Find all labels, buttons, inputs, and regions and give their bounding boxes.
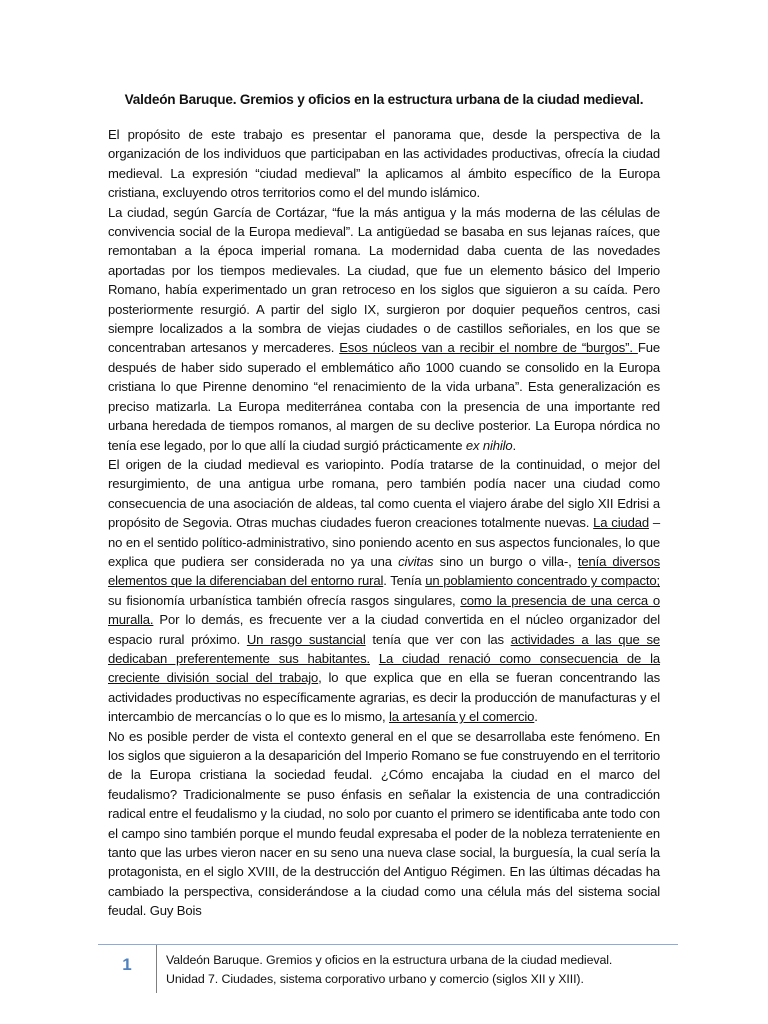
underlined-text: La ciudad renació como consecuencia de la creciente división social del trabajo [108,650,660,686]
underlined-text: la artesanía y el comercio [389,709,535,725]
underlined-text: como la presencia de una cerca o muralla. [108,592,660,628]
footer-line-2: Unidad 7. Ciudades, sistema corporativo urbano y comercio (siglos XII y XIII). [166,972,584,986]
text-run: Fue después de haber sido superado el emblemático año 1000 cuando se consolido en la Europa cristiana lo que Pirenne denomino “el renacimiento de la vida urbana”. Esta generalización es preciso matizarla. La Europa mediterránea contaba con la presencia de una importante red urbana heredada de tiempos romanos, al margen de su declive posterior. La Europa nórdica no tenía ese legado, por lo que allí la ciudad surgió prácticamente [108,340,661,453]
text-run: La ciudad, según García de Cortázar, “fue la más antigua y la más moderna de las células de convivencia social de la Europa medieval”. La antigüedad se basaba en sus lejanas raíces, que remontaban a la época imperial romana. La modernidad daba cuenta de las novedades aportadas por los tiempos medievales. La ciudad, que fue un elemento básico del Imperio Romano, había experimentado un gran retroceso en los siglos que siguieron a su caída. Pero posteriormente resurgió. A partir del siglo IX, surgieron por doquier pequeños centros, casi siempre localizados a la sombra de viejas ciudades o de castillos señoriales, en los que se concentraban artesanos y mercaderes. [108,204,660,356]
text-run: sino un burgo o villa-, [433,553,578,569]
footer-line-1: Valdeón Baruque. Gremios y oficios en la estructura urbana de la ciudad medieval. [166,953,613,967]
text-run: tenía que ver con las [365,631,511,647]
text-run: El origen de la ciudad medieval es variopinto. Podía tratarse de la continuidad, o mejor del resurgimiento, de una antigua urbe romana, pero también podía nacer una ciudad como consecuencia de una asociación de aldeas, tal como cuenta el viajero árabe del siglo XII Edrisi a propósito de Segovia. Otras muchas ciudades fueron creaciones totalmente nuevas. [108,456,660,531]
underlined-text: La ciudad [593,515,649,531]
underlined-text: tenía diversos elementos que la diferenciaban del entorno rural [108,553,660,589]
text-run: –no en el sentido político-administrativo, sino poniendo acento en sus aspectos funcionales, lo que explica que pudiera ser considerada no ya una [108,515,661,569]
underlined-text: Un rasgo sustancial [246,631,366,647]
paragraph-4: No es posible perder de vista el contexto general en el que se desarrollaba este fenómeno. En los siglos que siguieron a la desaparición del Imperio Romano se fue construyendo en el territorio de la Europa cristiana la sociedad feudal. ¿Cómo encajaba la ciudad en el marco del feudalismo? Tradicionalmente se puso énfasis en señalar la existencia de una contradicción radical entre el feudalismo y la ciudad, no solo por cuanto el primero se identificaba ante todo con el campo sino también porque el mundo feudal expresaba el poder de la nobleza terrateniente en tanto que las urbes vieron nacer en su seno una nueva clase social, la burguesía, la cual sería la protagonista, en el siglo XVIII, de la destrucción del Antiguo Régimen. En las últimas décadas ha cambiado la perspectiva, considerándose a la ciudad como una célula más del sistema social feudal. Guy Bois [108,728,660,919]
italic-text: civitas [398,553,434,569]
text-run: su fisionomía urbanística también ofrecía rasgos singulares, [108,592,461,608]
footer-text [166,951,612,989]
text-run: . [534,709,538,725]
italic-text: ex nihilo [465,437,513,453]
underlined-text: actividades a las que se dedicaban preferentemente sus habitantes. [108,631,660,666]
page-footer [98,944,678,993]
paragraph-1: El propósito de este trabajo es presentar el panorama que, desde la perspectiva de la organización de los individuos que participaban en las actividades productivas, ofrecía la ciudad medieval. La expresión “ciudad medieval” la aplicamos al ámbito específico de la Europa cristiana, excluyendo otros territorios como el del mundo islámico. [108,127,660,201]
document-body [108,125,660,921]
paragraph-3 [108,455,660,727]
text-run: . [512,437,517,453]
document-title: Valdeón Baruque. Gremios y oficios en la estructura urbana de la ciudad medieval. [124,92,644,107]
text-run: , lo que explica que en ella se fueran concentrando las actividades productivas no específicamente agrarias, es decir la producción de manufacturas y el intercambio de mercancías o lo que es lo mismo, [108,670,660,725]
underlined-text: un poblamiento concentrado y compacto; [425,573,660,589]
text-run: . Tenía [383,573,426,589]
footer-divider [156,945,157,993]
underlined-text: Esos núcleos van a recibir el nombre de “burgos”. [339,340,638,356]
text-run: Por lo demás, es frecuente ver a la ciudad convertida en el núcleo organizador del espacio rural próximo. [108,612,660,647]
page-number: 1 [122,955,132,974]
paragraph-2 [108,203,660,455]
text-run [370,651,379,666]
